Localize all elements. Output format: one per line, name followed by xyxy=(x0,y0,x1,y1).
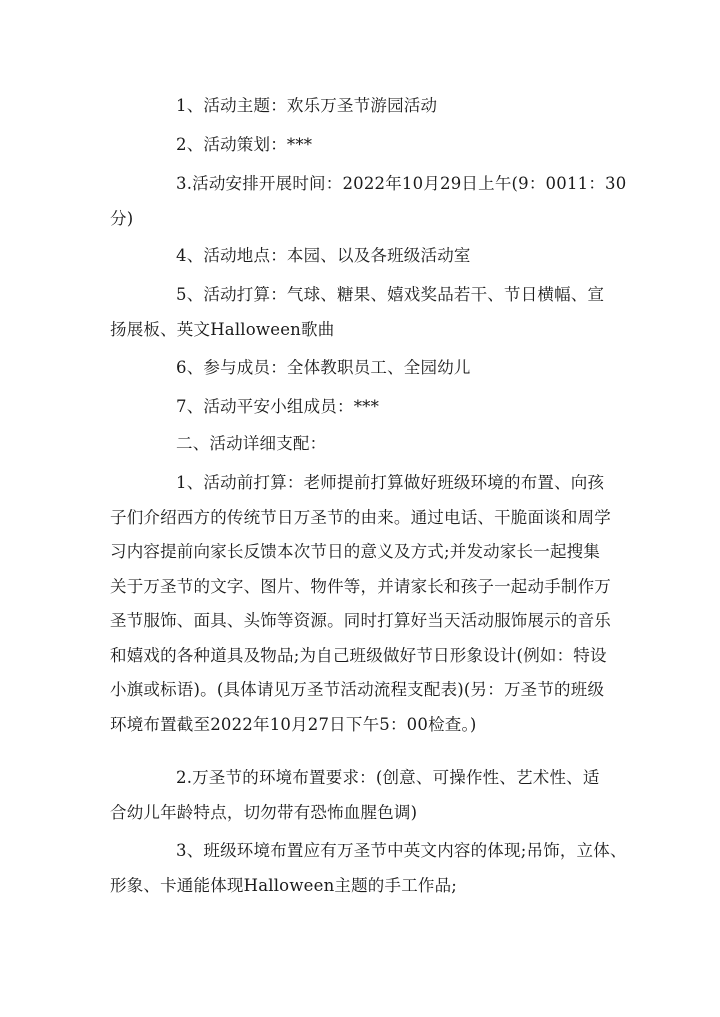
text-line: 合幼儿年龄特点，切勿带有恐怖血腥色调) xyxy=(110,802,418,822)
paragraph-location xyxy=(110,239,610,274)
text-line: 扬展板、英文Halloween歌曲 xyxy=(110,319,335,339)
text-line: 和嬉戏的各种道具及物品;为自己班级做好节日形象设计(例如：特设 xyxy=(110,645,607,665)
paragraph-supplies xyxy=(110,278,610,347)
paragraph-preparation xyxy=(110,466,610,742)
paragraph-class-decoration xyxy=(110,834,627,903)
text-line: 习内容提前向家长反馈本次节日的意义及方式;并发动家长一起搜集 xyxy=(110,542,601,561)
text-line: 2.万圣节的环境布置要求：(创意、可操作性、艺术性、适 xyxy=(176,768,600,787)
text-line: 2、活动策划：*** xyxy=(176,135,313,154)
text-line: 7、活动平安小组成员：*** xyxy=(176,397,380,416)
text-line: 分) xyxy=(110,208,134,228)
text-line: 子们介绍西方的传统节日万圣节的由来。通过电话、干脆面谈和周学 xyxy=(110,507,611,527)
paragraph-safety-team xyxy=(110,390,610,425)
text-line: 1、活动前打算：老师提前打算做好班级环境的布置、向孩 xyxy=(176,473,605,492)
paragraph-planner xyxy=(110,128,610,163)
paragraph-participants xyxy=(110,351,610,386)
paragraph-environment-requirements xyxy=(110,761,610,830)
text-line: 环境布置截至2022年10月27日下午5：00检查。) xyxy=(110,714,477,734)
text-line: 圣节服饰、面具、头饰等资源。同时打算好当天活动服饰展示的音乐 xyxy=(110,611,611,630)
text-line: 3、班级环境布置应有万圣节中英文内容的体现;吊饰，立体、 xyxy=(176,841,627,860)
text-line: 3.活动安排开展时间：2022年10月29日上午(9：0011：30 xyxy=(176,174,627,193)
paragraph-time xyxy=(110,167,627,236)
text-line: 形象、卡通能体现Halloween主题的手工作品; xyxy=(110,875,458,895)
section-heading-arrangement xyxy=(110,427,610,462)
text-line: 4、活动地点：本园、以及各班级活动室 xyxy=(176,246,471,265)
paragraph-theme xyxy=(110,89,610,124)
text-line: 6、参与成员：全体教职员工、全园幼儿 xyxy=(176,358,471,377)
text-line: 5、活动打算：气球、糖果、嬉戏奖品若干、节日横幅、宣 xyxy=(176,285,605,304)
text-line: 关于万圣节的文字、图片、物件等，并请家长和孩子一起动手制作万 xyxy=(110,576,611,596)
text-line: 1、活动主题：欢乐万圣节游园活动 xyxy=(176,96,438,115)
text-line: 二、活动详细支配： xyxy=(176,434,327,453)
text-line: 小旗或标语)。(具体请见万圣节活动流程支配表)(另：万圣节的班级 xyxy=(110,680,605,699)
